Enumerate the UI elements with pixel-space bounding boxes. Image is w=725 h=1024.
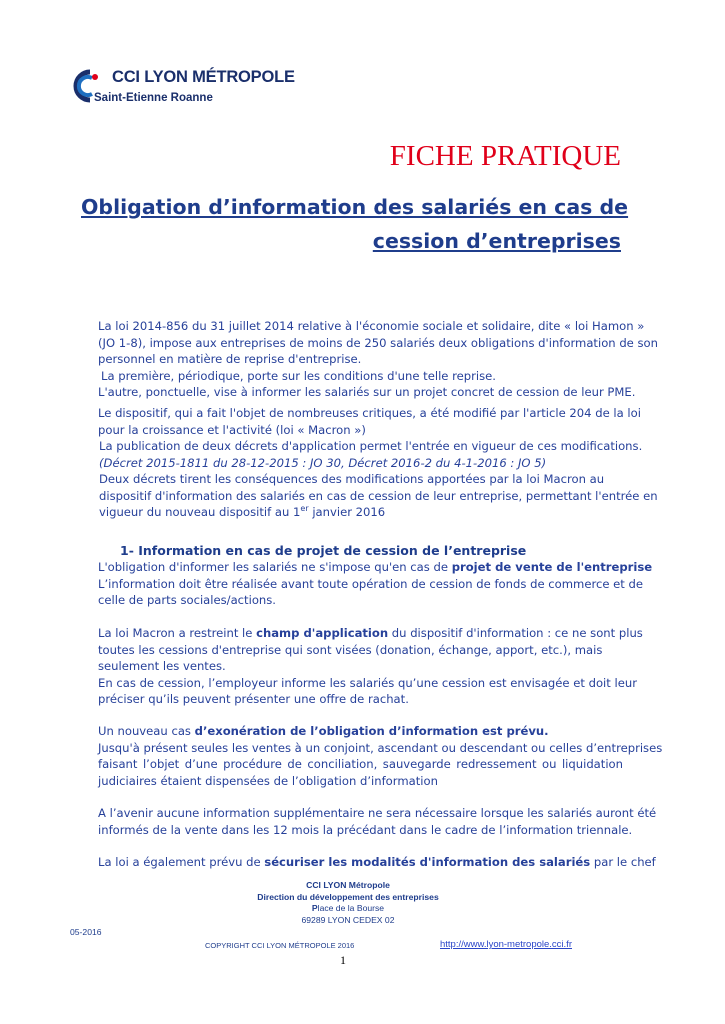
subtitle-line: cession d’entreprises [372,229,621,253]
decree-text: (Décret 2015-1811 du 28-12-2015 : JO 30, Décret 2016-2 du 4-1-2016 : JO 5) [99,455,547,470]
text-line: préciser qu’ils peuvent présenter une offre de rachat. [98,692,409,706]
text-line [98,559,653,576]
text-fragment: L'obligation d'informer les salariés ne s'impose qu'en cas de [98,560,452,574]
text-fragment: Un nouveau cas [98,724,195,738]
section-paragraph-3 [98,723,663,789]
text-line: Le dispositif, qui a fait l'objet de nombreuses critiques, a été modifié par l'article 204 de la loi [98,406,641,420]
logo-subtitle: Saint-Etienne Roanne [94,92,213,104]
intro-paragraph [98,318,658,401]
text-line: En cas de cession, l’employeur informe les salariés qu’une cession est envisagée et doit leur [98,675,637,690]
copyright-notice: COPYRIGHT CCI LYON MÉTROPOLE 2016 [205,941,355,950]
footer-org: CCI LYON Métropole [306,880,390,890]
text-line: (JO 1-8), impose aux entreprises de moins de 250 salariés deux obligations d'information de son [98,335,658,350]
text-line: L'autre, ponctuelle, vise à informer les salariés sur un projet concret de cession de leur PME. [98,385,636,399]
text-line: La publication de deux décrets d'application permet l'entrée en vigueur de ces modifications. [99,439,643,453]
decree-reference [98,455,623,472]
text-fragment: lace de la Bourse [317,903,385,913]
superscript: er [300,504,309,514]
section-paragraph-1 [98,559,653,609]
text-fragment: vigueur du nouveau dispositif au 1 [99,505,301,519]
footer-address [248,880,448,926]
logo-name: CCI LYON MÉTROPOLE [112,68,295,86]
text-line: toutes les cessions d'entreprise qui sont visées (donation, échange, apport, etc.), mais [98,642,603,657]
text-line: dispositif d'information des salariés en cas de cession de leur entreprise, permettant l'entrée en [99,488,658,503]
text-line: Jusqu'à présent seules les ventes à un conjoint, ascendant ou descendant ou celles d’entreprises [98,740,663,755]
text-line: A l’avenir aucune information supplémentaire ne sera nécessaire lorsque les salariés auront été [98,806,657,820]
text-line: Deux décrets tirent les conséquences des modifications apportées par la loi Macron au [99,472,605,486]
footer-city: 69289 LYON CEDEX 02 [301,914,395,925]
text-line: La première, périodique, porte sur les conditions d'une telle reprise. [101,368,496,383]
text-line: judiciaires étaient dispensées de l’obligation d’information [98,773,438,788]
text-fragment: par le chef [590,855,656,869]
section-heading: 1- Information en cas de projet de cession de l’entreprise [120,543,527,558]
text-line: seulement les ventes. [98,659,226,673]
section-paragraph-4 [98,805,657,838]
text-fragment: janvier 2016 [308,505,386,519]
text-fragment: La loi a également prévu de [98,855,265,869]
text-line: pour la croissance et l'activité (loi « Macron ») [98,422,366,437]
text-line [98,723,623,740]
text-line: La loi 2014-856 du 31 juillet 2014 relative à l'économie sociale et solidaire, dite « loi Hamon » [98,319,645,333]
text-line [98,504,623,521]
dispositif-paragraph [98,405,658,521]
bold-text: d’exonération de l’obligation d’information est prévu. [194,724,549,738]
page-subtitle [81,190,629,258]
footer-street [248,903,448,915]
page-title: FICHE PRATIQUE [389,140,621,172]
text-line [98,854,656,871]
bold-text: sécuriser les modalités d'information des salariés [264,855,591,869]
bold-text: champ d'application [256,626,389,640]
text-line: faisant l’objet d’une procédure de conciliation, sauvegarde redressement ou liquidation [98,757,623,771]
text-fragment: La loi Macron a restreint le [98,626,257,640]
text-line: L’information doit être réalisée avant toute opération de cession de fonds de commerce et de [98,576,644,591]
page-number: 1 [340,953,346,967]
text-line: celle de parts sociales/actions. [98,593,276,607]
text-fragment: du dispositif d'information : ce ne sont plus [388,626,643,640]
footer-date: 05-2016 [70,927,102,937]
subtitle-line: Obligation d’information des salariés en cas de [81,195,629,219]
text-line: informés de la vente dans les 12 mois la précédant dans le cadre de l’information triennale. [98,822,633,837]
text-line: personnel en matière de reprise d'entreprise. [98,352,362,366]
text-fragment: P [311,903,318,913]
section-paragraph-5 [98,854,656,871]
text-line [98,625,643,642]
bold-text: projet de vente de l'entreprise [451,560,653,574]
cci-logo [68,66,295,110]
section-paragraph-2 [98,625,643,708]
website-link[interactable]: http://www.lyon-metropole.cci.fr [440,939,572,950]
footer-dept: Direction du développement des entreprises [257,891,439,902]
